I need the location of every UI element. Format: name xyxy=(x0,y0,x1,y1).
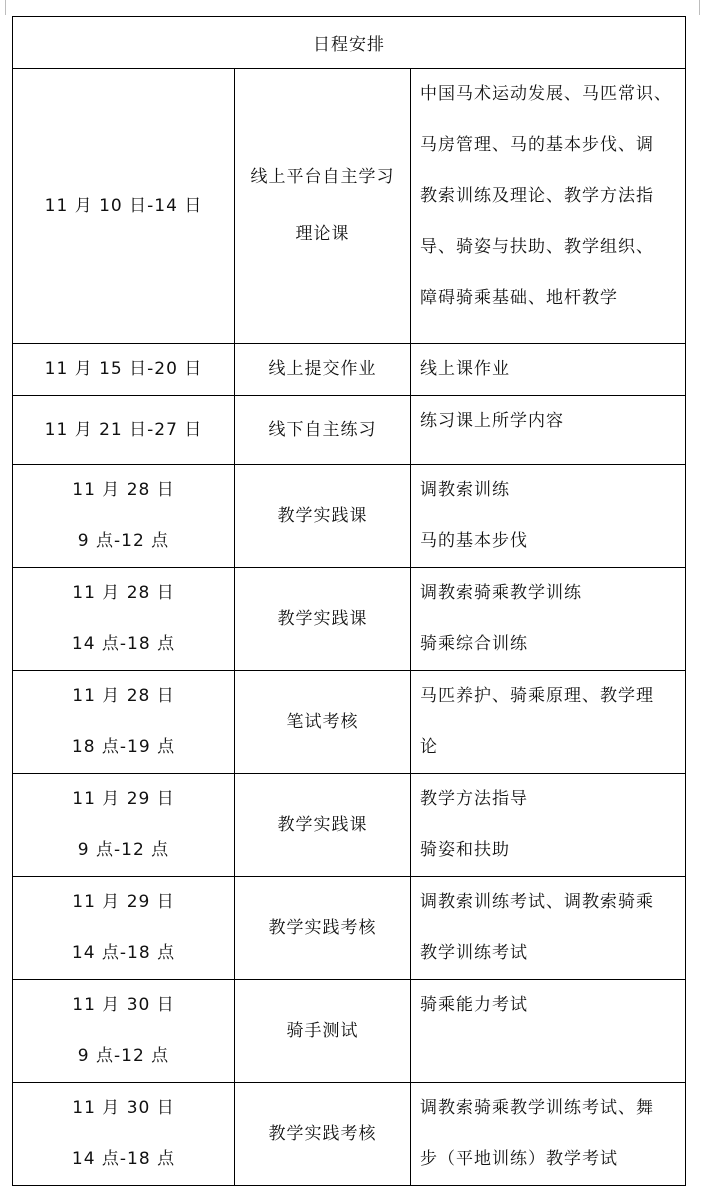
table-row xyxy=(13,877,686,980)
date-cell-line: 14 点-18 点 xyxy=(71,1149,176,1169)
session-type-cell-line: 教学实践考核 xyxy=(268,917,377,938)
session-type-cell-line: 笔试考核 xyxy=(286,711,359,732)
content-cell xyxy=(411,774,686,877)
date-cell xyxy=(13,774,235,877)
date-cell xyxy=(13,396,235,465)
session-type-cell-line: 教学实践考核 xyxy=(268,1123,377,1144)
date-cell xyxy=(13,465,235,568)
content-cell-line: 步（平地训练）教学考试 xyxy=(420,1149,618,1169)
content-cell-line: 教索训练及理论、教学方法指 xyxy=(420,186,654,206)
session-type-cell xyxy=(235,980,411,1083)
content-cell-line: 教学训练考试 xyxy=(420,943,528,963)
content-cell-line: 调教索骑乘教学训练考试、舞 xyxy=(420,1098,654,1118)
content-cell-line: 线上课作业 xyxy=(420,359,510,379)
table-row xyxy=(13,568,686,671)
table-row xyxy=(13,396,686,465)
table-row xyxy=(13,344,686,396)
table-row xyxy=(13,465,686,568)
session-type-cell-line: 教学实践课 xyxy=(277,814,368,835)
session-type-cell xyxy=(235,69,411,344)
content-cell-line: 练习课上所学内容 xyxy=(420,411,564,431)
date-cell-line: 14 点-18 点 xyxy=(71,943,176,963)
date-cell-line: 11 月 30 日 xyxy=(72,1098,175,1118)
date-cell-line: 11 月 15 日-20 日 xyxy=(44,359,203,379)
date-cell-line: 11 月 30 日 xyxy=(72,995,175,1015)
content-cell-line: 导、骑姿与扶助、教学组织、 xyxy=(420,237,654,257)
content-cell-line: 调教索骑乘教学训练 xyxy=(420,583,582,603)
session-type-cell-line: 线上提交作业 xyxy=(268,359,377,379)
content-cell-line: 骑乘综合训练 xyxy=(420,634,528,654)
date-cell-line: 9 点-12 点 xyxy=(77,840,170,860)
content-cell xyxy=(411,69,686,344)
date-cell-line: 9 点-12 点 xyxy=(77,531,170,551)
date-cell-line: 11 月 28 日 xyxy=(72,583,175,603)
content-cell-line: 教学方法指导 xyxy=(420,789,528,809)
content-cell xyxy=(411,344,686,396)
date-cell-line: 11 月 29 日 xyxy=(72,892,175,912)
session-type-cell xyxy=(235,774,411,877)
date-cell-line: 9 点-12 点 xyxy=(77,1046,170,1066)
session-type-cell xyxy=(235,344,411,396)
content-cell-line: 马匹养护、骑乘原理、教学理 xyxy=(420,686,654,706)
session-type-cell xyxy=(235,877,411,980)
session-type-cell xyxy=(235,1083,411,1186)
date-cell xyxy=(13,69,235,344)
content-cell xyxy=(411,568,686,671)
content-cell-line: 骑乘能力考试 xyxy=(420,995,528,1015)
table-title-row xyxy=(13,17,686,69)
content-cell-line: 障碍骑乘基础、地杆教学 xyxy=(420,288,618,308)
content-cell-line: 马房管理、马的基本步伐、调 xyxy=(420,135,654,155)
session-type-cell-line: 教学实践课 xyxy=(277,505,368,526)
content-cell-line: 骑姿和扶助 xyxy=(420,840,510,860)
table-title: 日程安排 xyxy=(13,17,686,69)
page-edge-left xyxy=(5,0,6,15)
table-row xyxy=(13,671,686,774)
content-cell xyxy=(411,465,686,568)
date-cell xyxy=(13,671,235,774)
table-row xyxy=(13,774,686,877)
date-cell-line: 18 点-19 点 xyxy=(71,737,176,757)
session-type-cell xyxy=(235,568,411,671)
date-cell-line: 11 月 29 日 xyxy=(72,789,175,809)
table-row xyxy=(13,980,686,1083)
date-cell xyxy=(13,1083,235,1186)
date-cell xyxy=(13,877,235,980)
table-row xyxy=(13,1083,686,1186)
content-cell xyxy=(411,877,686,980)
date-cell-line: 11 月 28 日 xyxy=(72,480,175,500)
schedule-table xyxy=(12,16,686,1186)
table-row xyxy=(13,69,686,344)
content-cell-line: 中国马术运动发展、马匹常识、 xyxy=(420,84,672,104)
date-cell xyxy=(13,344,235,396)
session-type-cell-line: 线下自主练习 xyxy=(268,419,377,440)
content-cell xyxy=(411,396,686,465)
date-cell xyxy=(13,568,235,671)
date-cell xyxy=(13,980,235,1083)
date-cell-line: 11 月 10 日-14 日 xyxy=(44,195,203,216)
session-type-cell-line: 线上平台自主学习 xyxy=(250,167,395,187)
session-type-cell-line: 教学实践课 xyxy=(277,608,368,629)
date-cell-line: 14 点-18 点 xyxy=(71,634,176,654)
content-cell-line: 调教索训练 xyxy=(420,480,510,500)
session-type-cell-line: 骑手测试 xyxy=(286,1020,359,1041)
date-cell-line: 11 月 21 日-27 日 xyxy=(44,419,203,440)
content-cell-line: 论 xyxy=(420,737,438,757)
session-type-cell xyxy=(235,671,411,774)
date-cell-line: 11 月 28 日 xyxy=(72,686,175,706)
session-type-cell xyxy=(235,396,411,465)
content-cell xyxy=(411,671,686,774)
content-cell-line: 调教索训练考试、调教索骑乘 xyxy=(420,892,654,912)
session-type-cell xyxy=(235,465,411,568)
page-edge-right xyxy=(699,0,700,15)
content-cell xyxy=(411,980,686,1083)
session-type-cell-line: 理论课 xyxy=(295,224,350,244)
content-cell xyxy=(411,1083,686,1186)
content-cell-line: 马的基本步伐 xyxy=(420,531,528,551)
